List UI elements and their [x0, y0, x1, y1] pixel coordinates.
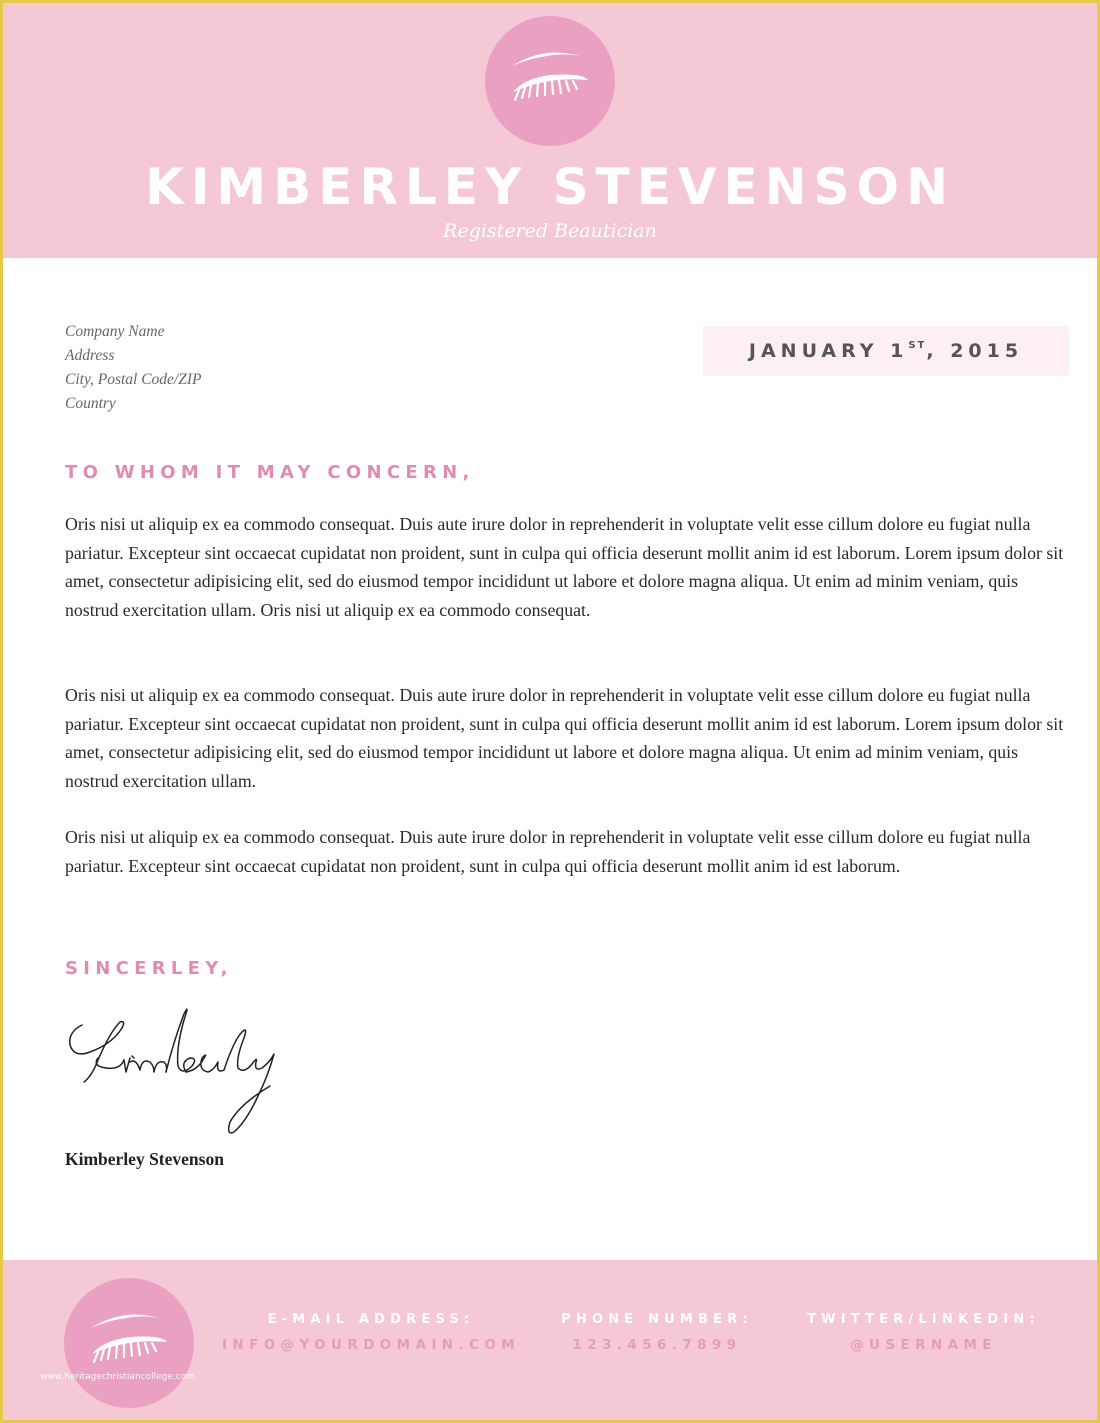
date-month-day: JANUARY 1: [748, 340, 909, 362]
date-ordinal: ST: [908, 339, 927, 351]
letterhead-subtitle: Registered Beautician: [443, 220, 657, 242]
body-paragraph-2: Oris nisi ut aliquip ex ea commodo consequat. Duis aute irure dolor in reprehenderit in voluptate velit esse cillum dolore eu fugiat nulla pariatur. Excepteur sint occaecat cupidatat non proident, sunt in culpa qui officia deserunt mollit anim id est laborum. Lorem ipsum dolor sit amet, consectetur adipisicing elit, sed do eiusmod tempor incididunt ut labore et dolore magna aliqua. Ut enim ad minim veniam, quis nostrud exercitation ullam.: [65, 685, 1064, 791]
email-link[interactable]: INFO@YOURDOMAIN.COM: [221, 1337, 521, 1353]
watermark: www.heritagechristiancollege.com: [40, 1372, 195, 1382]
letterhead-footer: [0, 1260, 1100, 1423]
footer-phone: [552, 1312, 762, 1353]
recipient-address: [65, 320, 202, 416]
closed-eye-icon: [485, 16, 615, 146]
phone-label: PHONE NUMBER:: [561, 1312, 753, 1327]
letter-date: [749, 340, 1023, 362]
closed-eye-icon: [64, 1278, 194, 1408]
social-handle[interactable]: @USERNAME: [850, 1337, 997, 1353]
handwritten-signature: [62, 1000, 292, 1140]
phone-value: 123.456.7899: [572, 1337, 742, 1353]
footer-logo: [64, 1278, 194, 1408]
email-label: E-MAIL ADDRESS:: [267, 1312, 475, 1327]
signer-name: Kimberley Stevenson: [65, 1149, 224, 1169]
date-box: [703, 326, 1069, 376]
recipient-country: Country: [65, 395, 116, 412]
letterhead-name: KIMBERLEY STEVENSON: [145, 158, 955, 216]
recipient-company: Company Name: [65, 323, 165, 340]
body-paragraph-1: Oris nisi ut aliquip ex ea commodo consequat. Duis aute irure dolor in reprehenderit in voluptate velit esse cillum dolore eu fugiat nulla pariatur. Excepteur sint occaecat cupidatat non proident, sunt in culpa qui officia deserunt mollit anim id est laborum. Lorem ipsum dolor sit amet, consectetur adipisicing elit, sed do eiusmod tempor incididunt ut labore et dolore magna aliqua. Ut enim ad minim veniam, quis nostrud exercitation ullam. Oris nisi ut aliquip ex ea commodo consequat.: [65, 514, 1064, 620]
recipient-city: City, Postal Code/ZIP: [65, 371, 202, 388]
logo: [485, 16, 615, 146]
footer-social: [797, 1312, 1050, 1353]
closing: SINCERLEY,: [65, 958, 233, 979]
letterhead-header: [0, 0, 1100, 258]
date-year: , 2015: [926, 340, 1024, 362]
footer-email: [218, 1312, 524, 1353]
recipient-address-line: Address: [65, 347, 115, 364]
salutation: TO WHOM IT MAY CONCERN,: [65, 462, 475, 483]
social-label: TWITTER/LINKEDIN:: [807, 1312, 1040, 1327]
body-paragraph-3: Oris nisi ut aliquip ex ea commodo consequat. Duis aute irure dolor in reprehenderit in voluptate velit esse cillum dolore eu fugiat nulla pariatur. Excepteur sint occaecat cupidatat non proident, sunt in culpa qui officia deserunt mollit anim id est laborum.: [65, 827, 1031, 876]
